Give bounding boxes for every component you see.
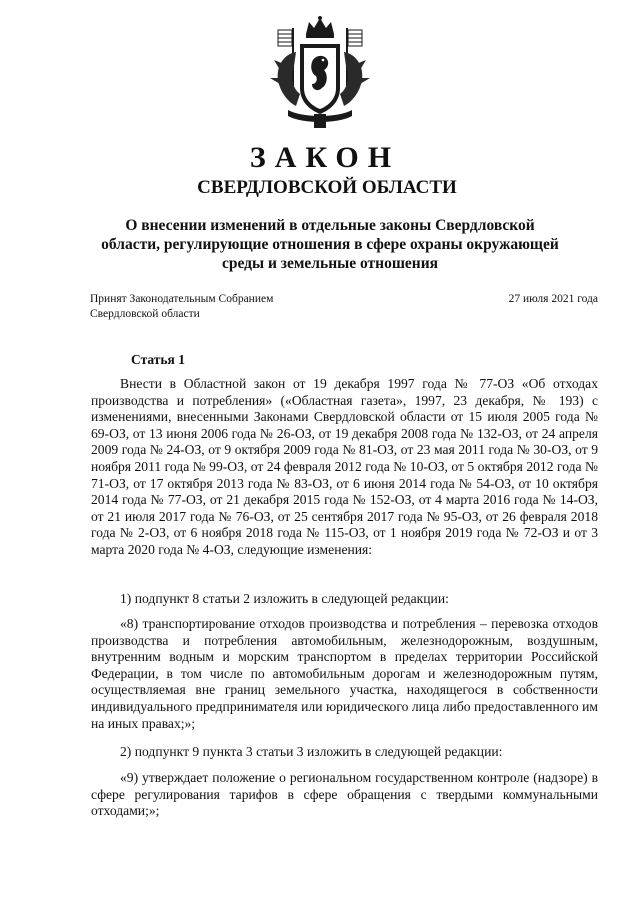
article-paragraph: Внести в Областной закон от 19 декабря 1997 года № 77-ОЗ «Об отходах производства и потребления» («Областная газета», 1997, 23 декабря, № 193) с изменениями, внесенными Законами Свердловской области от 15 июля 2005 года № 69-ОЗ, от 13 июня 2006 года № 26-ОЗ, от 19 декабря 2008 года № 132-ОЗ, от 24 апреля 2009 года № 24-ОЗ, от 9 октября 2009 года № 81-ОЗ, от 23 мая 2011 года № 30-ОЗ, от 9 ноября 2011 года № 99-ОЗ, от 24 февраля 2012 года № 10-ОЗ, от 5 октября 2012 года № 71-ОЗ, от 17 октября 2013 года № 83-ОЗ, от 6 июня 2014 года № 54-ОЗ, от 10 октября 2014 года № 77-ОЗ, от 21 декабря 2015 года № 152-ОЗ, от 4 марта 2016 года № 14-ОЗ, от 21 июля 2017 года № 76-ОЗ, от 25 сентября 2017 года № 95-ОЗ, от 26 февраля 2018 года № 2-ОЗ, от 6 ноября 2018 года № 115-ОЗ, от 1 ноября 2019 года № 72-ОЗ и от 3 марта 2020 года № 4-ОЗ, следующие изменения:: [91, 376, 598, 557]
article-heading: Статья 1: [131, 352, 185, 367]
document-title: ЗАКОН: [249, 141, 401, 174]
article-paragraph: «8) транспортирование отходов производства и потребления – перевозка отходов производства и потребления автомобильным, железнодорожным, воздушным, внутренним водным и морским транспортом в пределах территории Российской Федерации, в том числе по автомобильным дорогам и железнодорожным путям, осуществляемая вне границ земельного участка, находящегося в собственности индивидуального предпринимателя или юридического лица либо предоставленного им на иных правах;»;: [91, 616, 598, 731]
adopted-by: [90, 292, 390, 322]
document-subtitle: СВЕРДЛОВСКОЙ ОБЛАСТИ: [197, 177, 457, 198]
article-paragraph: 1) подпункт 8 статьи 2 изложить в следующей редакции:: [120, 591, 449, 606]
law-name: О внесении изменений в отдельные законы Свердловской области, регулирующие отношения в сфере охраны окружающей среды и земельные отношения: [101, 217, 559, 272]
sverdlovsk-coat-of-arms-icon: [262, 14, 378, 130]
article-paragraph: 2) подпункт 9 пункта 3 статьи 3 изложить в следующей редакции:: [120, 744, 503, 759]
article-paragraph: «9) утверждает положение о региональном государственном контроле (надзоре) в сфере регулирования тарифов в сфере обращения с твердыми коммунальными отходами;»;: [91, 770, 598, 819]
adopted-by-line2: Свердловской области: [90, 308, 200, 320]
adopted-by-line1: Принят Законодательным Собранием: [90, 293, 274, 305]
adoption-date: 27 июля 2021 года: [508, 293, 598, 305]
